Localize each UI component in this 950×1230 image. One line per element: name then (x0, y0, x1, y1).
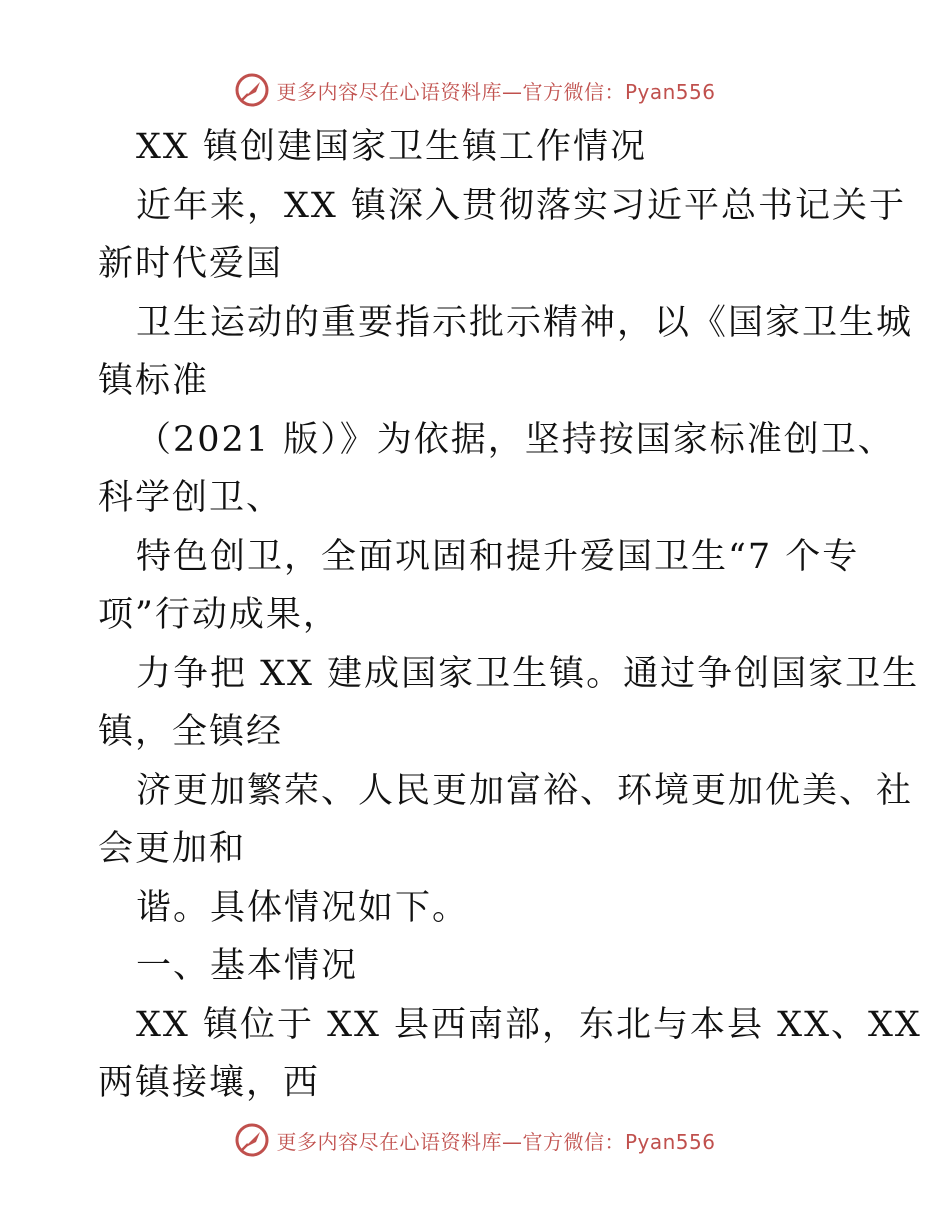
doc-line: 济更加繁荣、人民更加富裕、环境更加优美、社 (136, 770, 914, 811)
quill-logo-icon (234, 1122, 270, 1158)
doc-line: XX 镇位于 XX 县西南部，东北与本县 XX、XX (136, 1004, 922, 1045)
doc-line: 两镇接壤，西 (98, 1063, 321, 1103)
doc-line: 会更加和 (98, 829, 247, 869)
doc-line: 近年来，XX 镇深入贯彻落实习近平总书记关于 (136, 185, 906, 226)
doc-line: 新时代爱国 (98, 244, 284, 284)
doc-line: 科学创卫、 (98, 478, 284, 518)
doc-line: 卫生运动的重要指示批示精神，以《国家卫生城 (136, 302, 914, 343)
doc-line: 特色创卫，全面巩固和提升爱国卫生“7 个专 (136, 536, 860, 577)
footer-watermark-text: 更多内容尽在心语资料库—官方微信：Pyan556 (276, 1129, 716, 1154)
document-body (98, 118, 922, 1113)
doc-line: 力争把 XX 建成国家卫生镇。通过争创国家卫生 (136, 653, 920, 694)
header-watermark-text: 更多内容尽在心语资料库—官方微信：Pyan556 (276, 79, 716, 104)
footer-watermark (234, 1122, 715, 1158)
header-watermark-banner (0, 68, 950, 112)
section-heading: 一、基本情况 (136, 946, 359, 986)
doc-line: 镇标准 (98, 361, 210, 401)
doc-line: （2021 版）》为依据，坚持按国家标准创卫、 (136, 419, 895, 460)
doc-line: 镇，全镇经 (98, 712, 284, 752)
header-watermark (234, 72, 715, 108)
doc-line: 谐。具体情况如下。 (136, 887, 470, 928)
footer-watermark-banner (0, 1118, 950, 1162)
doc-title: XX 镇创建国家卫生镇工作情况 (136, 127, 647, 167)
quill-logo-icon (234, 72, 270, 108)
doc-line: 项”行动成果， (98, 595, 340, 635)
